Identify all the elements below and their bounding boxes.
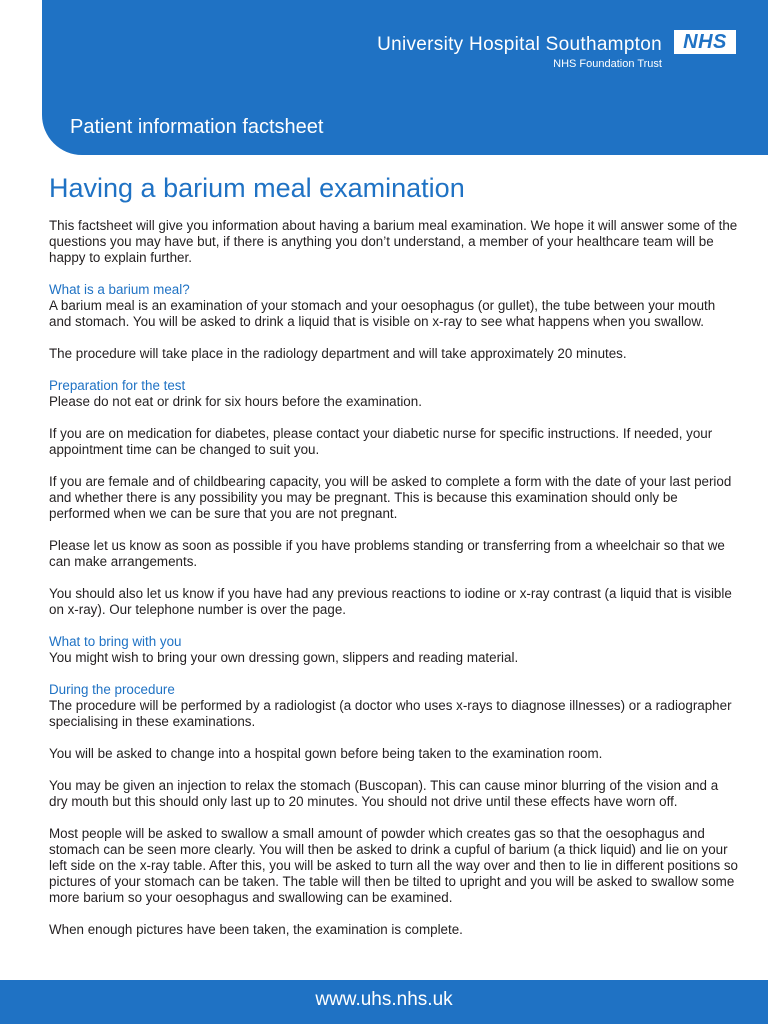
section-heading-what: What is a barium meal?	[49, 282, 190, 297]
factsheet-label: Patient information factsheet	[70, 116, 324, 138]
trust-name: NHS Foundation Trust	[553, 58, 662, 70]
paragraph: You will be asked to change into a hospital gown before being taken to the examination room.	[49, 746, 603, 761]
page-title: Having a barium meal examination	[49, 173, 465, 203]
section-heading-bring: What to bring with you	[49, 634, 182, 649]
paragraph: Most people will be asked to swallow a small amount of powder which creates gas so that the oesophagus and stomach can be seen more clearly. You will then be asked to drink a cupful of barium (a thick liquid) and lie on your left side on the x-ray table. After this, you will be asked to turn all the way over and then to lie in different positions so pictures of your stomach can be taken. The table will then be tilted to upright and you will be asked to swallow some more barium so your oesophagus and swallowing can be examined.	[49, 826, 739, 905]
paragraph: You might wish to bring your own dressing gown, slippers and reading material.	[49, 650, 519, 665]
paragraph: If you are female and of childbearing capacity, you will be asked to complete a form with the date of your last period and whether there is any possibility you may be pregnant. This is because this examination should only be performed when we can be sure that you are not pregnant.	[49, 474, 732, 521]
website-link[interactable]: www.uhs.nhs.uk	[315, 989, 453, 1010]
paragraph: The procedure will take place in the radiology department and will take approximately 20 minutes.	[49, 346, 627, 361]
paragraph: If you are on medication for diabetes, please contact your diabetic nurse for specific instructions. If needed, your appointment time can be changed to suit you.	[49, 426, 713, 457]
nhs-logo: NHS	[674, 30, 736, 54]
section-heading-during: During the procedure	[49, 682, 175, 697]
intro-paragraph: This factsheet will give you information about having a barium meal examination. We hope it will answer some of the questions you may have but, if there is anything you don’t understand, a member of your healthcare team will be happy to explain further.	[49, 218, 738, 265]
paragraph: When enough pictures have been taken, the examination is complete.	[49, 922, 463, 937]
main-content	[49, 170, 739, 954]
section-heading-preparation: Preparation for the test	[49, 378, 186, 393]
paragraph: A barium meal is an examination of your stomach and your oesophagus (or gullet), the tube between your mouth and stomach. You will be asked to drink a liquid that is visible on x-ray to see what happens when you swallow.	[49, 298, 716, 329]
paragraph: Please let us know as soon as possible if you have problems standing or transferring from a wheelchair so that we can make arrangements.	[49, 538, 725, 569]
header-banner	[42, 0, 768, 155]
footer-bar	[0, 980, 768, 1024]
paragraph: The procedure will be performed by a radiologist (a doctor who uses x-rays to diagnose illnesses) or a radiographer specialising in these examinations.	[49, 698, 732, 729]
organization-name: University Hospital Southampton	[377, 34, 662, 55]
paragraph: You may be given an injection to relax the stomach (Buscopan). This can cause minor blurring of the vision and a dry mouth but this should only last up to 20 minutes. You should not drive until these effects have worn off.	[49, 778, 719, 809]
paragraph: Please do not eat or drink for six hours before the examination.	[49, 394, 422, 409]
paragraph: You should also let us know if you have had any previous reactions to iodine or x-ray contrast (a liquid that is visible on x-ray). Our telephone number is over the page.	[49, 586, 732, 617]
